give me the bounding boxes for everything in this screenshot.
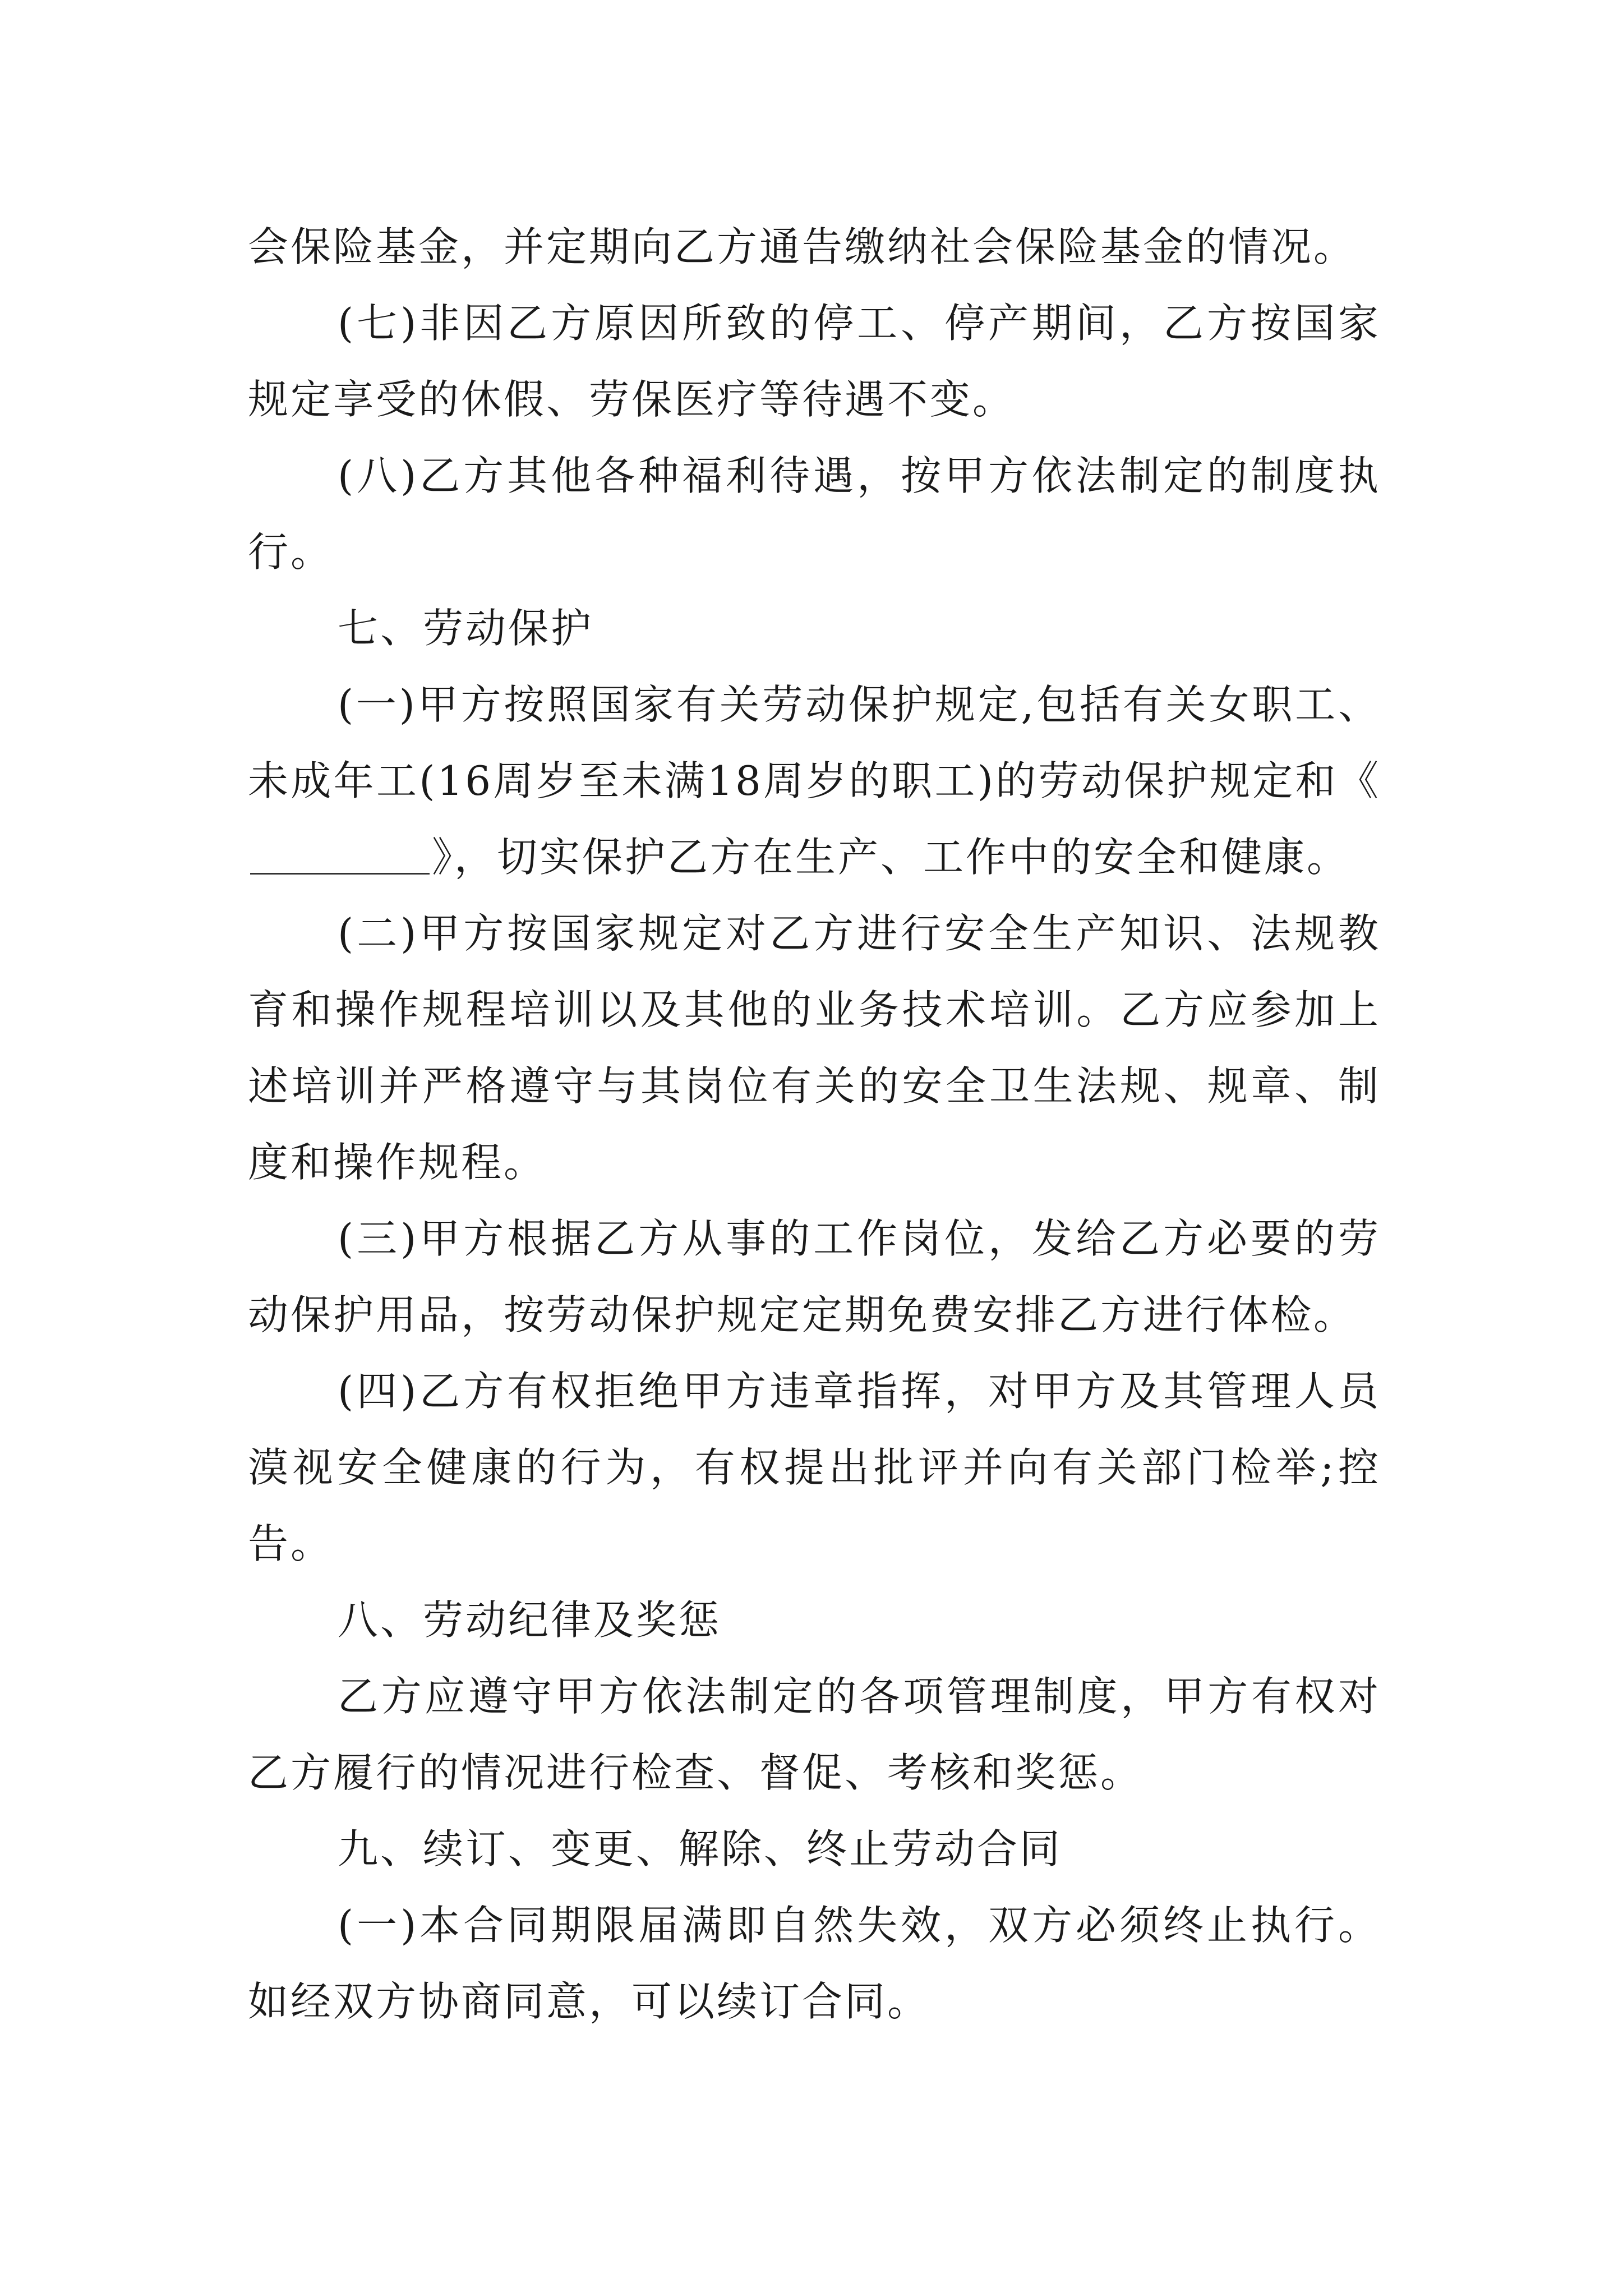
clause-9-1: (一)本合同期限届满即自然失效，双方必须终止执行。如经双方协商同意，可以续订合同。 <box>248 1902 1381 2025</box>
clause-7-2: (二)甲方按国家规定对乙方进行安全生产知识、法规教育和操作规程培训以及其他的业务技术培训。乙方应参加上述培训并严格遵守与其岗位有关的安全卫生法规、规章、制度和操作规程。 <box>248 910 1381 1186</box>
clause-6-7: (七)非因乙方原因所致的停工、停产期间，乙方按国家规定享受的休假、劳保医疗等待遇不变。 <box>248 300 1381 423</box>
fill-in-blank <box>250 839 430 875</box>
clause-6-8: (八)乙方其他各种福利待遇，按甲方依法制定的制度执行。 <box>248 452 1381 576</box>
clause-7-4: (四)乙方有权拒绝甲方违章指挥，对甲方及其管理人员漠视安全健康的行为，有权提出批评并向有关部门检举;控告。 <box>248 1368 1381 1567</box>
clause-8: 乙方应遵守甲方依法制定的各项管理制度，甲方有权对乙方履行的情况进行检查、督促、考核和奖惩。 <box>248 1673 1381 1796</box>
clause-7-1-text-before: (一)甲方按照国家有关劳动保护规定,包括有关女职工、未成年工(16周岁至未满18周岁的职工)的劳动保护规定和《 <box>248 681 1381 804</box>
clause-7-1-text-after: 》，切实保护乙方在生产、工作中的安全和健康。 <box>432 834 1350 881</box>
section-heading-contract-renewal: 九、续订、变更、解除、终止劳动合同 <box>338 1825 1063 1872</box>
clause-7-3: (三)甲方根据乙方从事的工作岗位，发给乙方必要的劳动保护用品，按劳动保护规定定期免费安排乙方进行体检。 <box>248 1215 1381 1338</box>
section-heading-labor-protection: 七、劳动保护 <box>338 605 594 652</box>
document-body <box>248 209 1381 2040</box>
clause-7-1 <box>248 666 1381 895</box>
section-heading-discipline: 八、劳动纪律及奖惩 <box>338 1596 722 1644</box>
paragraph-continuation: 会保险基金，并定期向乙方通告缴纳社会保险基金的情况。 <box>248 223 1357 270</box>
